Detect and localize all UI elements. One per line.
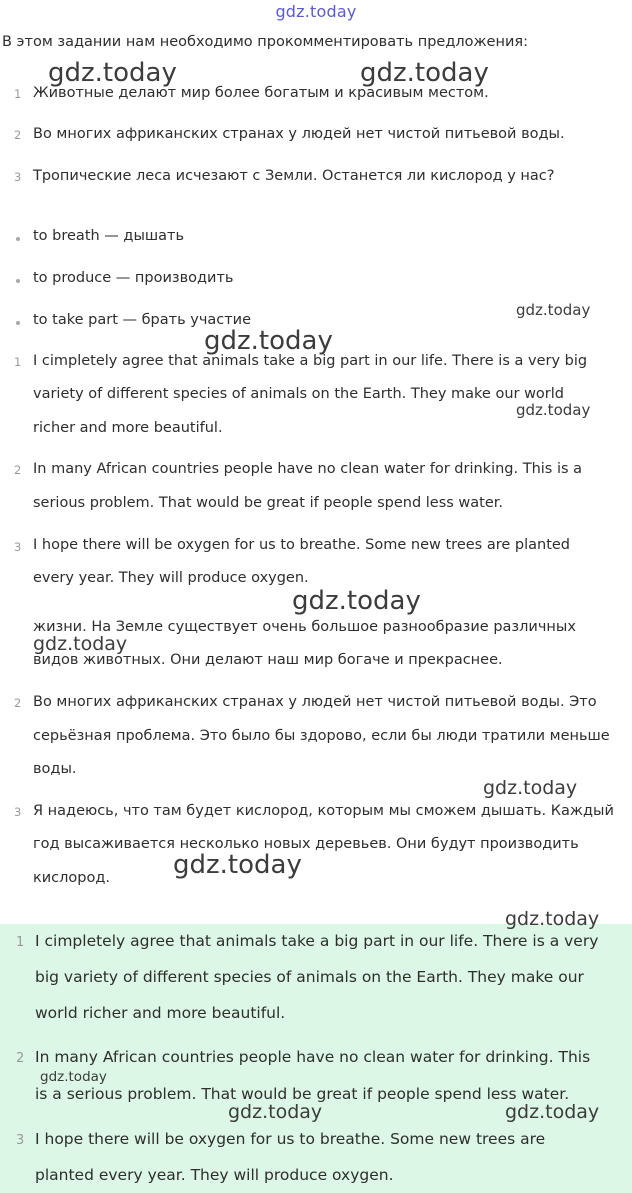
translation-line: серьёзная проблема. Это было бы здорово, если бы люди тратили меньше	[33, 728, 610, 744]
intro-text: В этом задании нам необходимо прокомментировать предложения:	[2, 34, 528, 50]
vocab-item: to produce — производить	[33, 270, 234, 286]
answer-number: 2	[16, 1051, 25, 1066]
answer-line: world richer and more beautiful.	[35, 1004, 286, 1022]
answer-line: In many African countries people have no clean water for drinking. This is a	[33, 461, 583, 477]
answer-line: I cimpletely agree that animals take a big part in our life. There is a very big	[33, 353, 588, 369]
answer-line: serious problem. That would be great if people spend less water.	[33, 495, 504, 511]
sentence-number: 1	[14, 87, 22, 101]
answer-number: 2	[14, 463, 22, 477]
watermark: gdz.today	[33, 633, 128, 655]
watermark: gdz.today	[483, 777, 578, 799]
translation-number: 2	[14, 696, 22, 710]
watermark: gdz.today	[40, 1069, 107, 1085]
watermark: gdz.today	[228, 1101, 323, 1123]
answer-line: In many African countries people have no clean water for drinking. This	[35, 1048, 591, 1066]
translation-line: год высаживается несколько новых деревьев. Они будут производить	[33, 836, 579, 852]
bullet-icon	[16, 237, 20, 241]
watermark: gdz.today	[173, 850, 302, 880]
watermark: gdz.today	[360, 58, 489, 88]
sentence-text: Животные делают мир более богатым и красивым местом.	[33, 85, 489, 101]
answer-number: 3	[14, 540, 22, 554]
answer-line: planted every year. They will produce oxygen.	[35, 1166, 394, 1184]
watermark: gdz.today	[292, 586, 421, 616]
translation-number: 3	[14, 805, 22, 819]
answer-line: richer and more beautiful.	[33, 420, 223, 436]
sentence-number: 3	[14, 170, 22, 184]
watermark: gdz.today	[204, 326, 333, 356]
answer-number: 3	[16, 1133, 25, 1148]
watermark: gdz.today	[505, 908, 600, 930]
translation-line: кислород.	[33, 870, 111, 886]
sentence-text: Во многих африканских странах у людей нет чистой питьевой воды.	[33, 126, 565, 142]
answer-number: 1	[16, 935, 25, 950]
translation-line: воды.	[33, 761, 77, 777]
translation-line: Во многих африканских странах у людей нет чистой питьевой воды. Это	[33, 694, 597, 710]
site-logo[interactable]: gdz.today	[275, 2, 357, 21]
bullet-icon	[16, 279, 20, 283]
translation-line: Я надеюсь, что там будет кислород, которым мы сможем дышать. Каждый	[33, 803, 614, 819]
watermark: gdz.today	[516, 301, 591, 319]
answer-line: I hope there will be oxygen for us to breathe. Some new trees are	[35, 1130, 546, 1148]
answer-line: I cimpletely agree that animals take a big part in our life. There is a very	[35, 932, 599, 950]
answer-number: 1	[14, 355, 22, 369]
vocab-item: to take part — брать участие	[33, 312, 252, 328]
sentence-text: Тропические леса исчезают с Земли. Останется ли кислород у нас?	[33, 168, 555, 184]
answer-line: I hope there will be oxygen for us to breathe. Some new trees are planted	[33, 537, 571, 553]
watermark: gdz.today	[505, 1101, 600, 1123]
translation-line: видов животных. Они делают наш мир богаче и прекраснее.	[33, 652, 503, 668]
vocab-item: to breath — дышать	[33, 228, 185, 244]
translation-line: жизни. На Земле существует очень большое разнообразие различных	[33, 619, 576, 635]
sentence-number: 2	[14, 128, 22, 142]
answer-line: is a serious problem. That would be great if people spend less water.	[35, 1085, 570, 1103]
bullet-icon	[16, 321, 20, 325]
answer-line: big variety of different species of animals on the Earth. They make our	[35, 968, 584, 986]
watermark: gdz.today	[516, 401, 591, 419]
answer-line: variety of different species of animals on the Earth. They make our world	[33, 386, 564, 402]
watermark: gdz.today	[48, 58, 177, 88]
answer-line: every year. They will produce oxygen.	[33, 570, 309, 586]
